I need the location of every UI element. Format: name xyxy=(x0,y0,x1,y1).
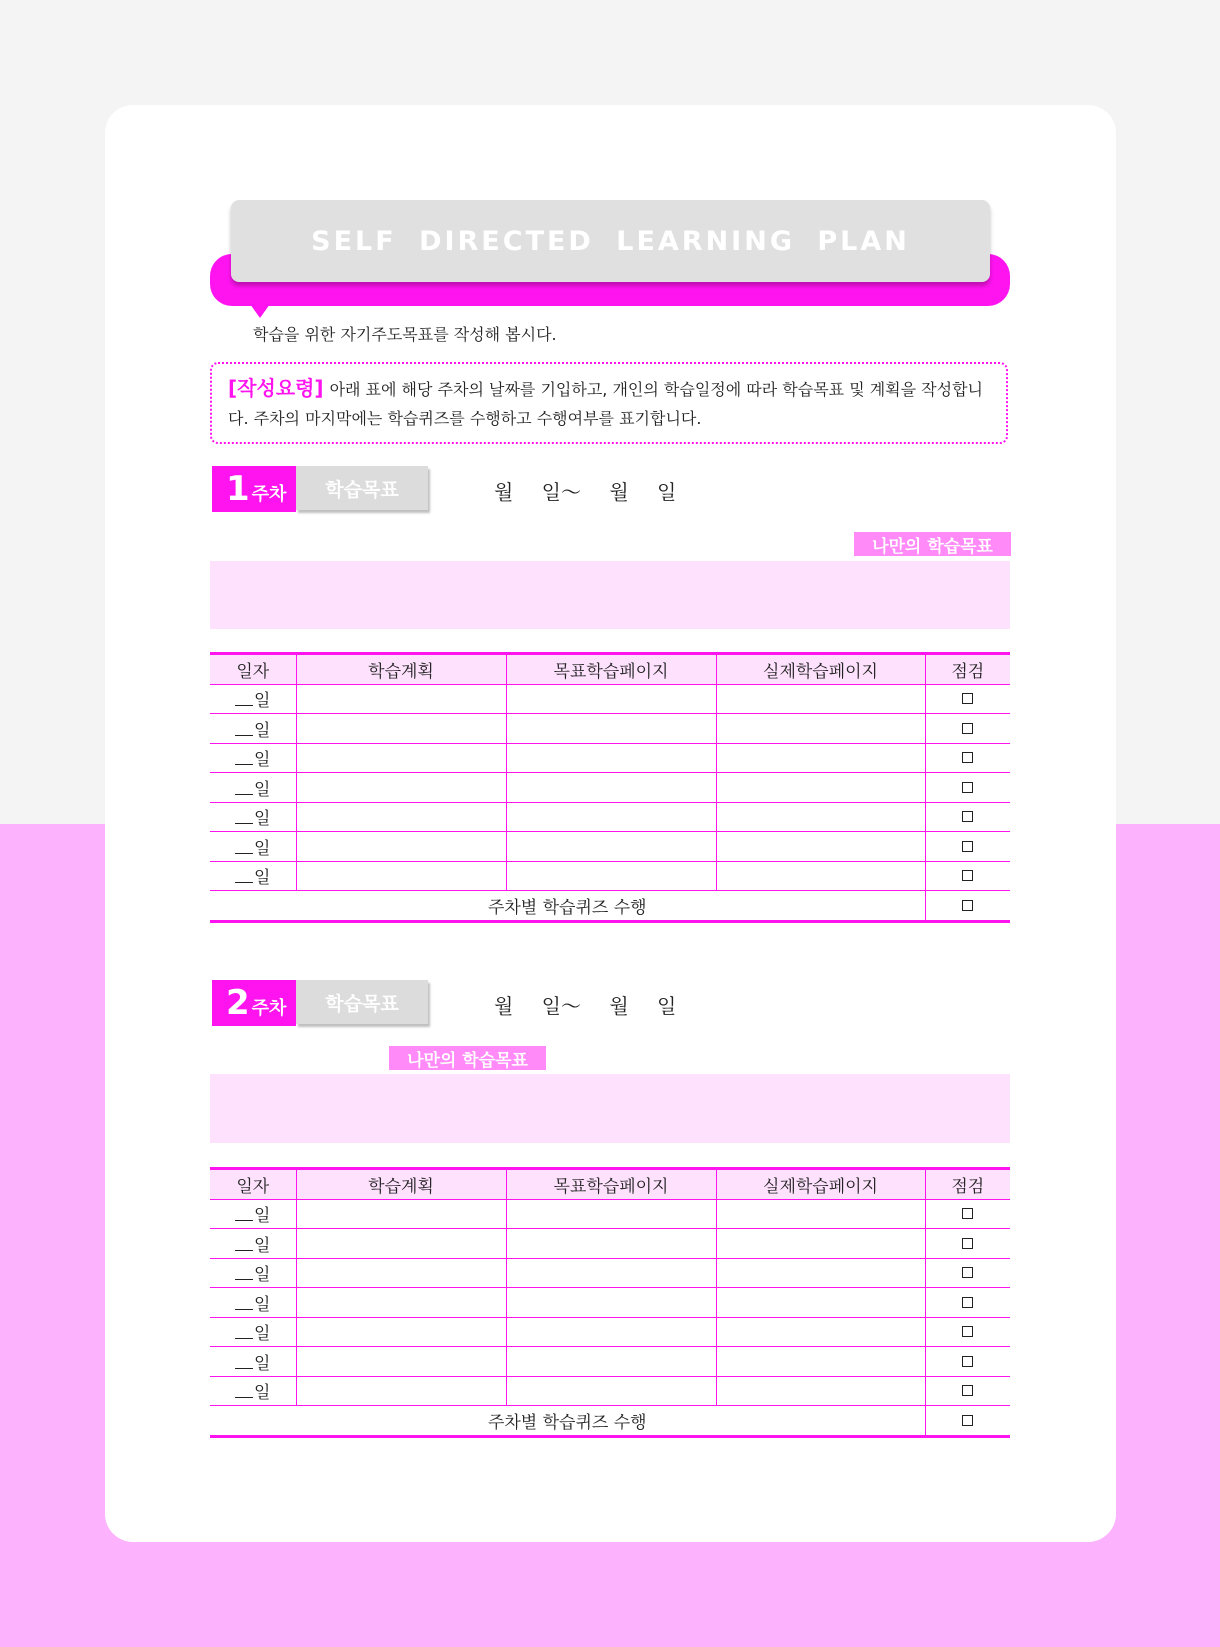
week-1-plan-table xyxy=(210,652,1010,923)
day-cell[interactable] xyxy=(210,1376,296,1406)
col-actual-pages: 실제학습페이지 xyxy=(716,1169,925,1200)
check-cell[interactable] xyxy=(925,684,1010,714)
week-1-dates[interactable]: 월 일～ 월 일 xyxy=(494,480,677,504)
check-cell[interactable] xyxy=(925,1229,1010,1259)
day-cell[interactable] xyxy=(210,1229,296,1259)
col-target-pages: 목표학습페이지 xyxy=(506,654,716,685)
table-row xyxy=(210,1376,1010,1406)
target-cell[interactable] xyxy=(506,1347,716,1377)
instructions-text: 아래 표에 해당 주차의 날짜를 기입하고, 개인의 학습일정에 따라 학습목표 및 계획을 작성합니다. 주차의 마지막에는 학습퀴즈를 수행하고 수행여부를 표기합니다. xyxy=(228,380,984,428)
plan-cell[interactable] xyxy=(296,773,506,803)
target-cell[interactable] xyxy=(506,861,716,891)
week-1-badge xyxy=(212,466,296,512)
day-cell[interactable] xyxy=(210,684,296,714)
target-cell[interactable] xyxy=(506,802,716,832)
day-cell[interactable] xyxy=(210,1199,296,1229)
table-row xyxy=(210,714,1010,744)
day-label: 일 xyxy=(254,1353,271,1374)
day-cell[interactable] xyxy=(210,773,296,803)
day-label: 일 xyxy=(254,1206,271,1227)
table-row xyxy=(210,684,1010,714)
quiz-row xyxy=(210,1406,1010,1437)
day-label: 일 xyxy=(254,720,271,741)
day-label: 일 xyxy=(254,691,271,712)
check-cell[interactable] xyxy=(925,1258,1010,1288)
col-check: 점검 xyxy=(925,1169,1010,1200)
table-row xyxy=(210,1258,1010,1288)
target-cell[interactable] xyxy=(506,714,716,744)
day-label: 일 xyxy=(254,1235,271,1256)
check-cell[interactable] xyxy=(925,1288,1010,1318)
check-cell[interactable] xyxy=(925,1406,1010,1437)
checkbox[interactable] xyxy=(962,1208,973,1219)
actual-cell[interactable] xyxy=(716,684,925,714)
quiz-label: 주차별 학습퀴즈 수행 xyxy=(210,1406,925,1437)
day-label: 일 xyxy=(254,1324,271,1345)
plan-cell[interactable] xyxy=(296,1317,506,1347)
week-1-header xyxy=(212,466,428,512)
target-cell[interactable] xyxy=(506,773,716,803)
quiz-checkbox[interactable] xyxy=(962,1415,973,1426)
check-cell[interactable] xyxy=(925,891,1010,922)
target-cell[interactable] xyxy=(506,684,716,714)
check-cell[interactable] xyxy=(925,773,1010,803)
table-row xyxy=(210,1229,1010,1259)
week-2-my-goal-label: 나만의 학습목표 xyxy=(389,1046,546,1070)
instructions-box xyxy=(210,362,1008,444)
check-cell[interactable] xyxy=(925,1199,1010,1229)
target-cell[interactable] xyxy=(506,1199,716,1229)
actual-cell[interactable] xyxy=(716,714,925,744)
check-cell[interactable] xyxy=(925,861,1010,891)
table-row xyxy=(210,1288,1010,1318)
plan-cell[interactable] xyxy=(296,1199,506,1229)
actual-cell[interactable] xyxy=(716,1258,925,1288)
plan-cell[interactable] xyxy=(296,802,506,832)
day-label: 일 xyxy=(254,1294,271,1315)
week-number: 2 xyxy=(226,983,250,1023)
day-label: 일 xyxy=(254,1383,271,1404)
target-cell[interactable] xyxy=(506,1317,716,1347)
checkbox[interactable] xyxy=(962,723,973,734)
target-cell[interactable] xyxy=(506,1376,716,1406)
day-cell[interactable] xyxy=(210,1288,296,1318)
actual-cell[interactable] xyxy=(716,1199,925,1229)
actual-cell[interactable] xyxy=(716,832,925,862)
plan-cell[interactable] xyxy=(296,1288,506,1318)
plan-cell[interactable] xyxy=(296,832,506,862)
week-goal-label: 학습목표 xyxy=(296,466,428,510)
table-row xyxy=(210,861,1010,891)
table-row xyxy=(210,743,1010,773)
week-goal-label: 학습목표 xyxy=(296,980,428,1024)
checkbox[interactable] xyxy=(962,693,973,704)
day-label: 일 xyxy=(254,809,271,830)
table-row xyxy=(210,1347,1010,1377)
day-label: 일 xyxy=(254,1265,271,1286)
week-2-badge xyxy=(212,980,296,1026)
table-row xyxy=(210,802,1010,832)
col-date: 일자 xyxy=(210,1169,296,1200)
day-cell[interactable] xyxy=(210,1258,296,1288)
plan-cell[interactable] xyxy=(296,861,506,891)
plan-cell[interactable] xyxy=(296,1347,506,1377)
check-cell[interactable] xyxy=(925,1347,1010,1377)
col-check: 점검 xyxy=(925,654,1010,685)
week-number: 1 xyxy=(226,469,250,509)
col-date: 일자 xyxy=(210,654,296,685)
table-row xyxy=(210,773,1010,803)
col-actual-pages: 실제학습페이지 xyxy=(716,654,925,685)
checkbox[interactable] xyxy=(962,752,973,763)
checkbox[interactable] xyxy=(962,1297,973,1308)
week-suffix: 주차 xyxy=(251,998,287,1019)
plan-cell[interactable] xyxy=(296,1229,506,1259)
day-cell[interactable] xyxy=(210,832,296,862)
actual-cell[interactable] xyxy=(716,1317,925,1347)
day-cell[interactable] xyxy=(210,861,296,891)
quiz-label: 주차별 학습퀴즈 수행 xyxy=(210,891,925,922)
day-cell[interactable] xyxy=(210,714,296,744)
day-cell[interactable] xyxy=(210,1317,296,1347)
plan-cell[interactable] xyxy=(296,714,506,744)
checkbox[interactable] xyxy=(962,1326,973,1337)
col-target-pages: 목표학습페이지 xyxy=(506,1169,716,1200)
check-cell[interactable] xyxy=(925,714,1010,744)
col-plan: 학습계획 xyxy=(296,1169,506,1200)
plan-cell[interactable] xyxy=(296,743,506,773)
actual-cell[interactable] xyxy=(716,1288,925,1318)
day-cell[interactable] xyxy=(210,1347,296,1377)
table-row xyxy=(210,1199,1010,1229)
check-cell[interactable] xyxy=(925,832,1010,862)
actual-cell[interactable] xyxy=(716,861,925,891)
week-2-dates[interactable]: 월 일～ 월 일 xyxy=(494,994,677,1018)
target-cell[interactable] xyxy=(506,1229,716,1259)
checkbox[interactable] xyxy=(962,841,973,852)
plan-cell[interactable] xyxy=(296,1376,506,1406)
banner-tail xyxy=(250,304,270,318)
table-row xyxy=(210,832,1010,862)
check-cell[interactable] xyxy=(925,743,1010,773)
week-2-plan-table xyxy=(210,1167,1010,1438)
day-label: 일 xyxy=(254,838,271,859)
target-cell[interactable] xyxy=(506,1288,716,1318)
subtitle: 학습을 위한 자기주도목표를 작성해 봅시다. xyxy=(253,325,557,344)
week-2-my-goal-input[interactable] xyxy=(210,1074,1010,1143)
actual-cell[interactable] xyxy=(716,1347,925,1377)
checkbox[interactable] xyxy=(962,870,973,881)
plan-cell[interactable] xyxy=(296,1258,506,1288)
banner-title: SELF DIRECTED LEARNING PLAN xyxy=(231,200,990,282)
actual-cell[interactable] xyxy=(716,1376,925,1406)
quiz-row xyxy=(210,891,1010,922)
actual-cell[interactable] xyxy=(716,802,925,832)
table-row xyxy=(210,1317,1010,1347)
plan-cell[interactable] xyxy=(296,684,506,714)
checkbox[interactable] xyxy=(962,811,973,822)
col-plan: 학습계획 xyxy=(296,654,506,685)
day-cell[interactable] xyxy=(210,802,296,832)
day-label: 일 xyxy=(254,750,271,771)
week-1-my-goal-label: 나만의 학습목표 xyxy=(854,532,1011,556)
actual-cell[interactable] xyxy=(716,773,925,803)
day-cell[interactable] xyxy=(210,743,296,773)
day-label: 일 xyxy=(254,779,271,800)
week-2-header xyxy=(212,980,428,1026)
check-cell[interactable] xyxy=(925,802,1010,832)
checkbox[interactable] xyxy=(962,1267,973,1278)
checkbox[interactable] xyxy=(962,1238,973,1249)
day-label: 일 xyxy=(254,868,271,889)
week-suffix: 주차 xyxy=(251,484,287,505)
checkbox[interactable] xyxy=(962,782,973,793)
quiz-checkbox[interactable] xyxy=(962,900,973,911)
actual-cell[interactable] xyxy=(716,1229,925,1259)
target-cell[interactable] xyxy=(506,1258,716,1288)
instructions-tag: [작성요령] xyxy=(228,376,324,400)
check-cell[interactable] xyxy=(925,1317,1010,1347)
checkbox[interactable] xyxy=(962,1356,973,1367)
target-cell[interactable] xyxy=(506,743,716,773)
actual-cell[interactable] xyxy=(716,743,925,773)
check-cell[interactable] xyxy=(925,1376,1010,1406)
target-cell[interactable] xyxy=(506,832,716,862)
checkbox[interactable] xyxy=(962,1385,973,1396)
week-1-my-goal-input[interactable] xyxy=(210,561,1010,629)
